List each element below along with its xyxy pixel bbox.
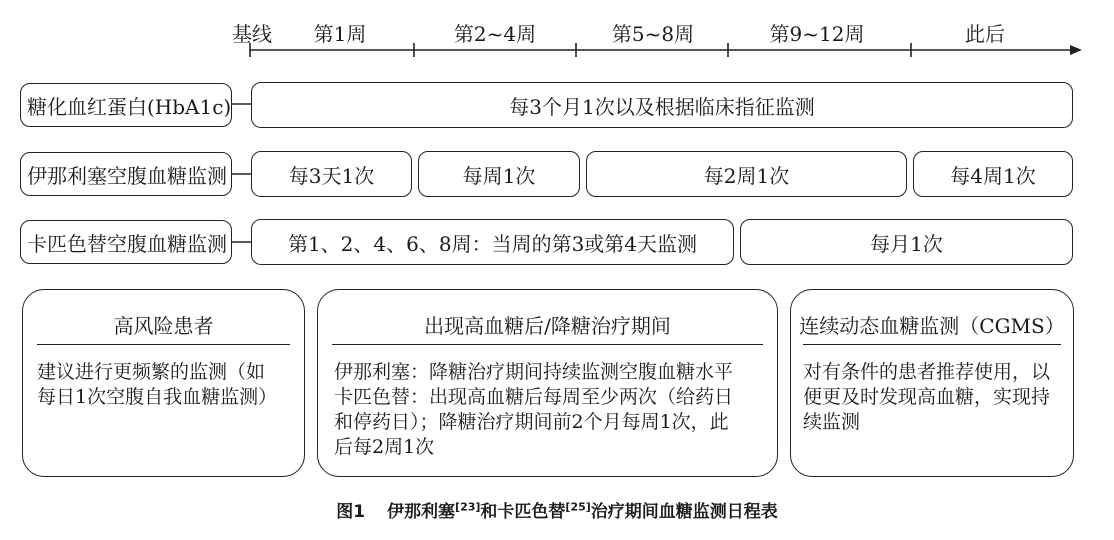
panel-text-line: 便更及时发现高血糖，实现持 — [803, 386, 1051, 408]
caption-title: 治疗期间血糖监测日程表 — [590, 502, 778, 522]
caption-drug-2: 和卡匹色替 — [480, 502, 566, 522]
panel-cgms-divider — [803, 344, 1061, 345]
panel-hyperglycemia-title: 出现高血糖后/降糖治疗期间 — [424, 314, 671, 338]
inavolisib-week1: 每3天1次 — [251, 151, 412, 197]
phase-week-2-4: 第2~4周 — [453, 22, 537, 46]
capivasertib-weeks1-8: 第1、2、4、6、8周：当周的第3或第4天监测 — [251, 219, 734, 265]
caption-ref-1: [23] — [455, 500, 481, 514]
inavolisib-week2-4: 每周1次 — [418, 151, 580, 197]
row-label-capivasertib: 卡匹色替空腹血糖监测 — [20, 220, 232, 264]
phase-week-1: 第1周 — [313, 22, 367, 46]
row-label-inavolisib: 伊那利塞空腹血糖监测 — [20, 152, 232, 196]
panel-high-risk-text — [37, 360, 277, 410]
panel-cgms-title: 连续动态血糖监测（CGMS） — [799, 314, 1065, 338]
caption-drug-1: 伊那利塞 — [387, 502, 456, 522]
capivasertib-monthly: 每月1次 — [740, 219, 1073, 265]
panel-text-line: 卡匹色替：出现高血糖后每周至少两次（给药日 — [334, 386, 734, 408]
panel-high-risk — [22, 289, 305, 477]
panel-hyperglycemia-text — [334, 360, 733, 460]
panel-cgms-text — [803, 360, 1050, 435]
panel-text-line: 和停药日）；降糖治疗期间前2个月每周1次，此 — [334, 411, 729, 433]
panel-text-line: 每日1次空腹自我血糖监测） — [37, 386, 278, 408]
panel-hyperglycemia-treatment — [317, 289, 778, 477]
panel-high-risk-divider — [37, 344, 290, 345]
phase-week-5-8: 第5~8周 — [611, 22, 695, 46]
timeline-arrowhead — [1070, 45, 1082, 55]
panel-high-risk-title: 高风险患者 — [113, 314, 214, 338]
hba1c-schedule: 每3个月1次以及根据临床指征监测 — [251, 82, 1073, 128]
panel-hyperglycemia-divider — [332, 344, 763, 345]
panel-text-line: 后每2周1次 — [334, 436, 435, 458]
figure-number: 图1 — [336, 502, 366, 522]
panel-text-line: 伊那利塞：降糖治疗期间持续监测空腹血糖水平 — [334, 361, 734, 383]
figure-caption — [0, 497, 1114, 522]
inavolisib-thereafter: 每4周1次 — [913, 151, 1073, 197]
row-label-hba1c: 糖化血红蛋白(HbA1c) — [20, 83, 232, 127]
phase-thereafter: 此后 — [965, 22, 1005, 46]
panel-text-line: 对有条件的患者推荐使用，以 — [803, 361, 1051, 383]
phase-baseline: 基线 — [232, 22, 272, 46]
caption-ref-2: [25] — [565, 500, 591, 514]
panel-text-line: 续监测 — [803, 411, 861, 433]
phase-week-9-12: 第9~12周 — [769, 22, 865, 46]
panel-text-line: 建议进行更频繁的监测（如 — [37, 361, 266, 383]
panel-cgms — [790, 289, 1074, 477]
inavolisib-week5-12: 每2周1次 — [586, 151, 907, 197]
